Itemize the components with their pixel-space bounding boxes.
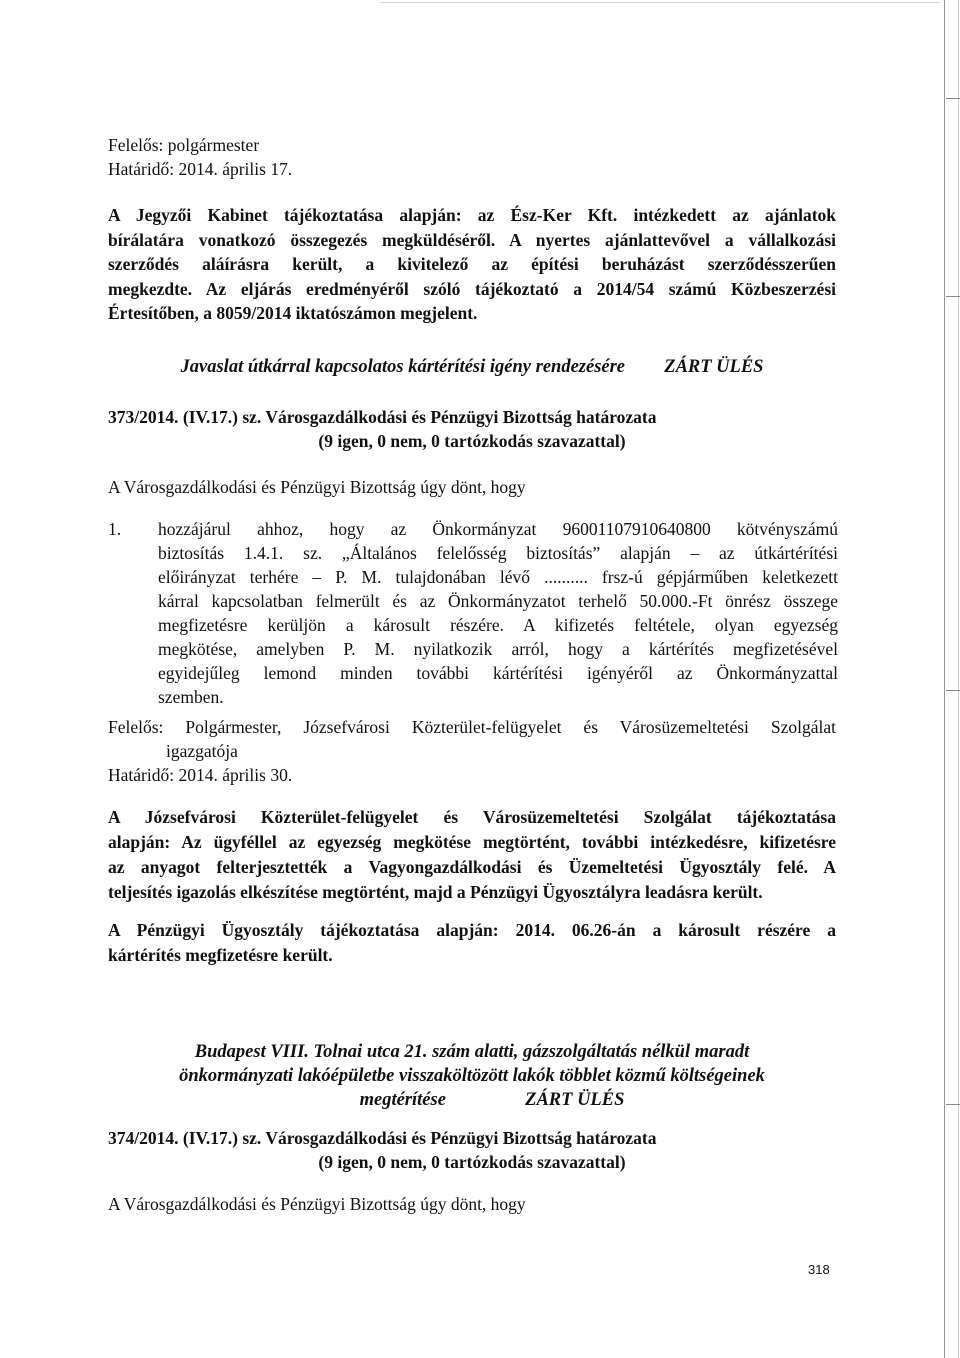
deadline-line: Határidő: 2014. április 30.	[108, 765, 293, 785]
paragraph-line: az anyagot felterjesztették a Vagyongazdálkodási és Üzemeltetési Ügyosztály felé. A	[108, 857, 836, 877]
closed-session-label: ZÁRT ÜLÉS	[525, 1090, 625, 1110]
page-number: 318	[808, 1262, 830, 1277]
resolution-item	[108, 517, 836, 707]
header-block	[108, 133, 836, 181]
paragraph-line: A Józsefvárosi Közterület-felügyelet és Városüzemeltetési Szolgálat tájékoztatása	[108, 807, 836, 827]
scan-edge-mark	[946, 98, 960, 99]
resolution-intro	[108, 475, 836, 499]
paragraph-line: alapján: Az ügyféllel az egyezség megkötése megtörtént, további intézkedésre, kifizetésre	[108, 832, 836, 852]
resolution-number: 373/2014. (IV.17.) sz. Városgazdálkodási és Pénzügyi Bizottság határozata	[108, 407, 657, 427]
scan-top-rule	[380, 2, 940, 3]
paragraph-line: bírálatára vonatkozó összegezés megküldéséről. A nyertes ajánlattevővel a vállalkozási	[108, 229, 836, 250]
section-title-line: Budapest VIII. Tolnai utca 21. szám alatti, gázszolgáltatás nélkül maradt	[194, 1042, 750, 1062]
section-title: Javaslat útkárral kapcsolatos kártérítési igény rendezésére	[180, 357, 626, 377]
section-heading	[108, 355, 836, 379]
supervision-report-paragraph	[108, 805, 836, 905]
section-title-line: önkormányzati lakóépületbe visszaköltözött lakók többlet közmű költségeinek	[179, 1066, 765, 1086]
resolution-intro-text: A Városgazdálkodási és Pénzügyi Bizottság úgy dönt, hogy	[108, 1194, 526, 1214]
item-line: egyidejűleg lemond minden további kártérítési igényéről az Önkormányzattal	[158, 663, 838, 683]
item-line: szemben.	[158, 687, 224, 707]
scan-edge-line-outer	[958, 0, 959, 1358]
item-line: hozzájárul ahhoz, hogy az Önkormányzat 96001107910640800 kötvényszámú	[158, 519, 838, 539]
closed-session-label: ZÁRT ÜLÉS	[664, 357, 764, 377]
cabinet-report-paragraph	[108, 203, 836, 326]
resolution-header	[108, 405, 836, 453]
item-line: megfizetésre kerüljön a károsult részére. A kifizetés feltétele, olyan egyezség	[158, 615, 838, 635]
finance-report-paragraph	[108, 918, 836, 968]
scan-edge-mark	[946, 690, 960, 691]
item-line: kárral kapcsolatban felmerült és az Önkormányzatot terhelő 50.000.-Ft önrész összege	[158, 591, 838, 611]
deadline-line: Határidő: 2014. április 17.	[108, 159, 293, 179]
responsible-line: Felelős: Polgármester, Józsefvárosi Közterület-felügyelet és Városüzemeltetési Szolgálat	[108, 717, 836, 737]
paragraph-line: megkezdte. Az eljárás eredményéről szóló tájékoztató a 2014/54 számú Közbeszerzési	[108, 278, 836, 299]
paragraph-line: A Jegyzői Kabinet tájékoztatása alapján: az Ész-Ker Kft. intézkedett az ajánlatok	[108, 205, 836, 225]
scan-edge-mark	[946, 296, 960, 297]
vote-count: (9 igen, 0 nem, 0 tartózkodás szavazattal)	[318, 431, 626, 451]
item-line: biztosítás 1.4.1. sz. „Általános felelősség biztosítás” alapján – az útkártérítési	[158, 543, 838, 563]
item-body	[158, 517, 838, 709]
item-number: 1.	[108, 519, 122, 539]
vote-count: (9 igen, 0 nem, 0 tartózkodás szavazattal)	[318, 1152, 626, 1172]
scan-edge-line	[944, 0, 945, 1358]
section-title-line-last	[108, 1088, 836, 1112]
section-title-text: megtérítése	[359, 1090, 446, 1110]
resolution-intro	[108, 1192, 836, 1216]
section-heading	[108, 1040, 836, 1112]
responsible-line-cont: igazgatója	[166, 741, 238, 761]
paragraph-line: teljesítés igazolás elkészítése megtörtént, majd a Pénzügyi Ügyosztályra leadásra került.	[108, 882, 763, 902]
resolution-number: 374/2014. (IV.17.) sz. Városgazdálkodási és Pénzügyi Bizottság határozata	[108, 1128, 657, 1148]
resolution-intro-text: A Városgazdálkodási és Pénzügyi Bizottság úgy dönt, hogy	[108, 477, 526, 497]
item-line: előirányzat terhére – P. M. tulajdonában lévő .......... frsz-ú gépjárműben keletkezett	[158, 567, 838, 587]
paragraph-line: A Pénzügyi Ügyosztály tájékoztatása alapján: 2014. 06.26-án a károsult részére a	[108, 920, 836, 940]
paragraph-line: szerződés aláírásra került, a kivitelező az építési beruházást szerződésszerűen	[108, 254, 836, 274]
resolution-responsible	[108, 715, 836, 787]
resolution-header	[108, 1126, 836, 1174]
paragraph-line: kártérítés megfizetésre került.	[108, 945, 333, 965]
scan-edge-mark	[946, 1104, 960, 1105]
responsible-line: Felelős: polgármester	[108, 135, 260, 155]
paragraph-line: Értesítőben, a 8059/2014 iktatószámon megjelent.	[108, 303, 478, 323]
item-line: megkötése, amelyben P. M. nyilatkozik arról, hogy a kártérítés megfizetésével	[158, 639, 838, 659]
